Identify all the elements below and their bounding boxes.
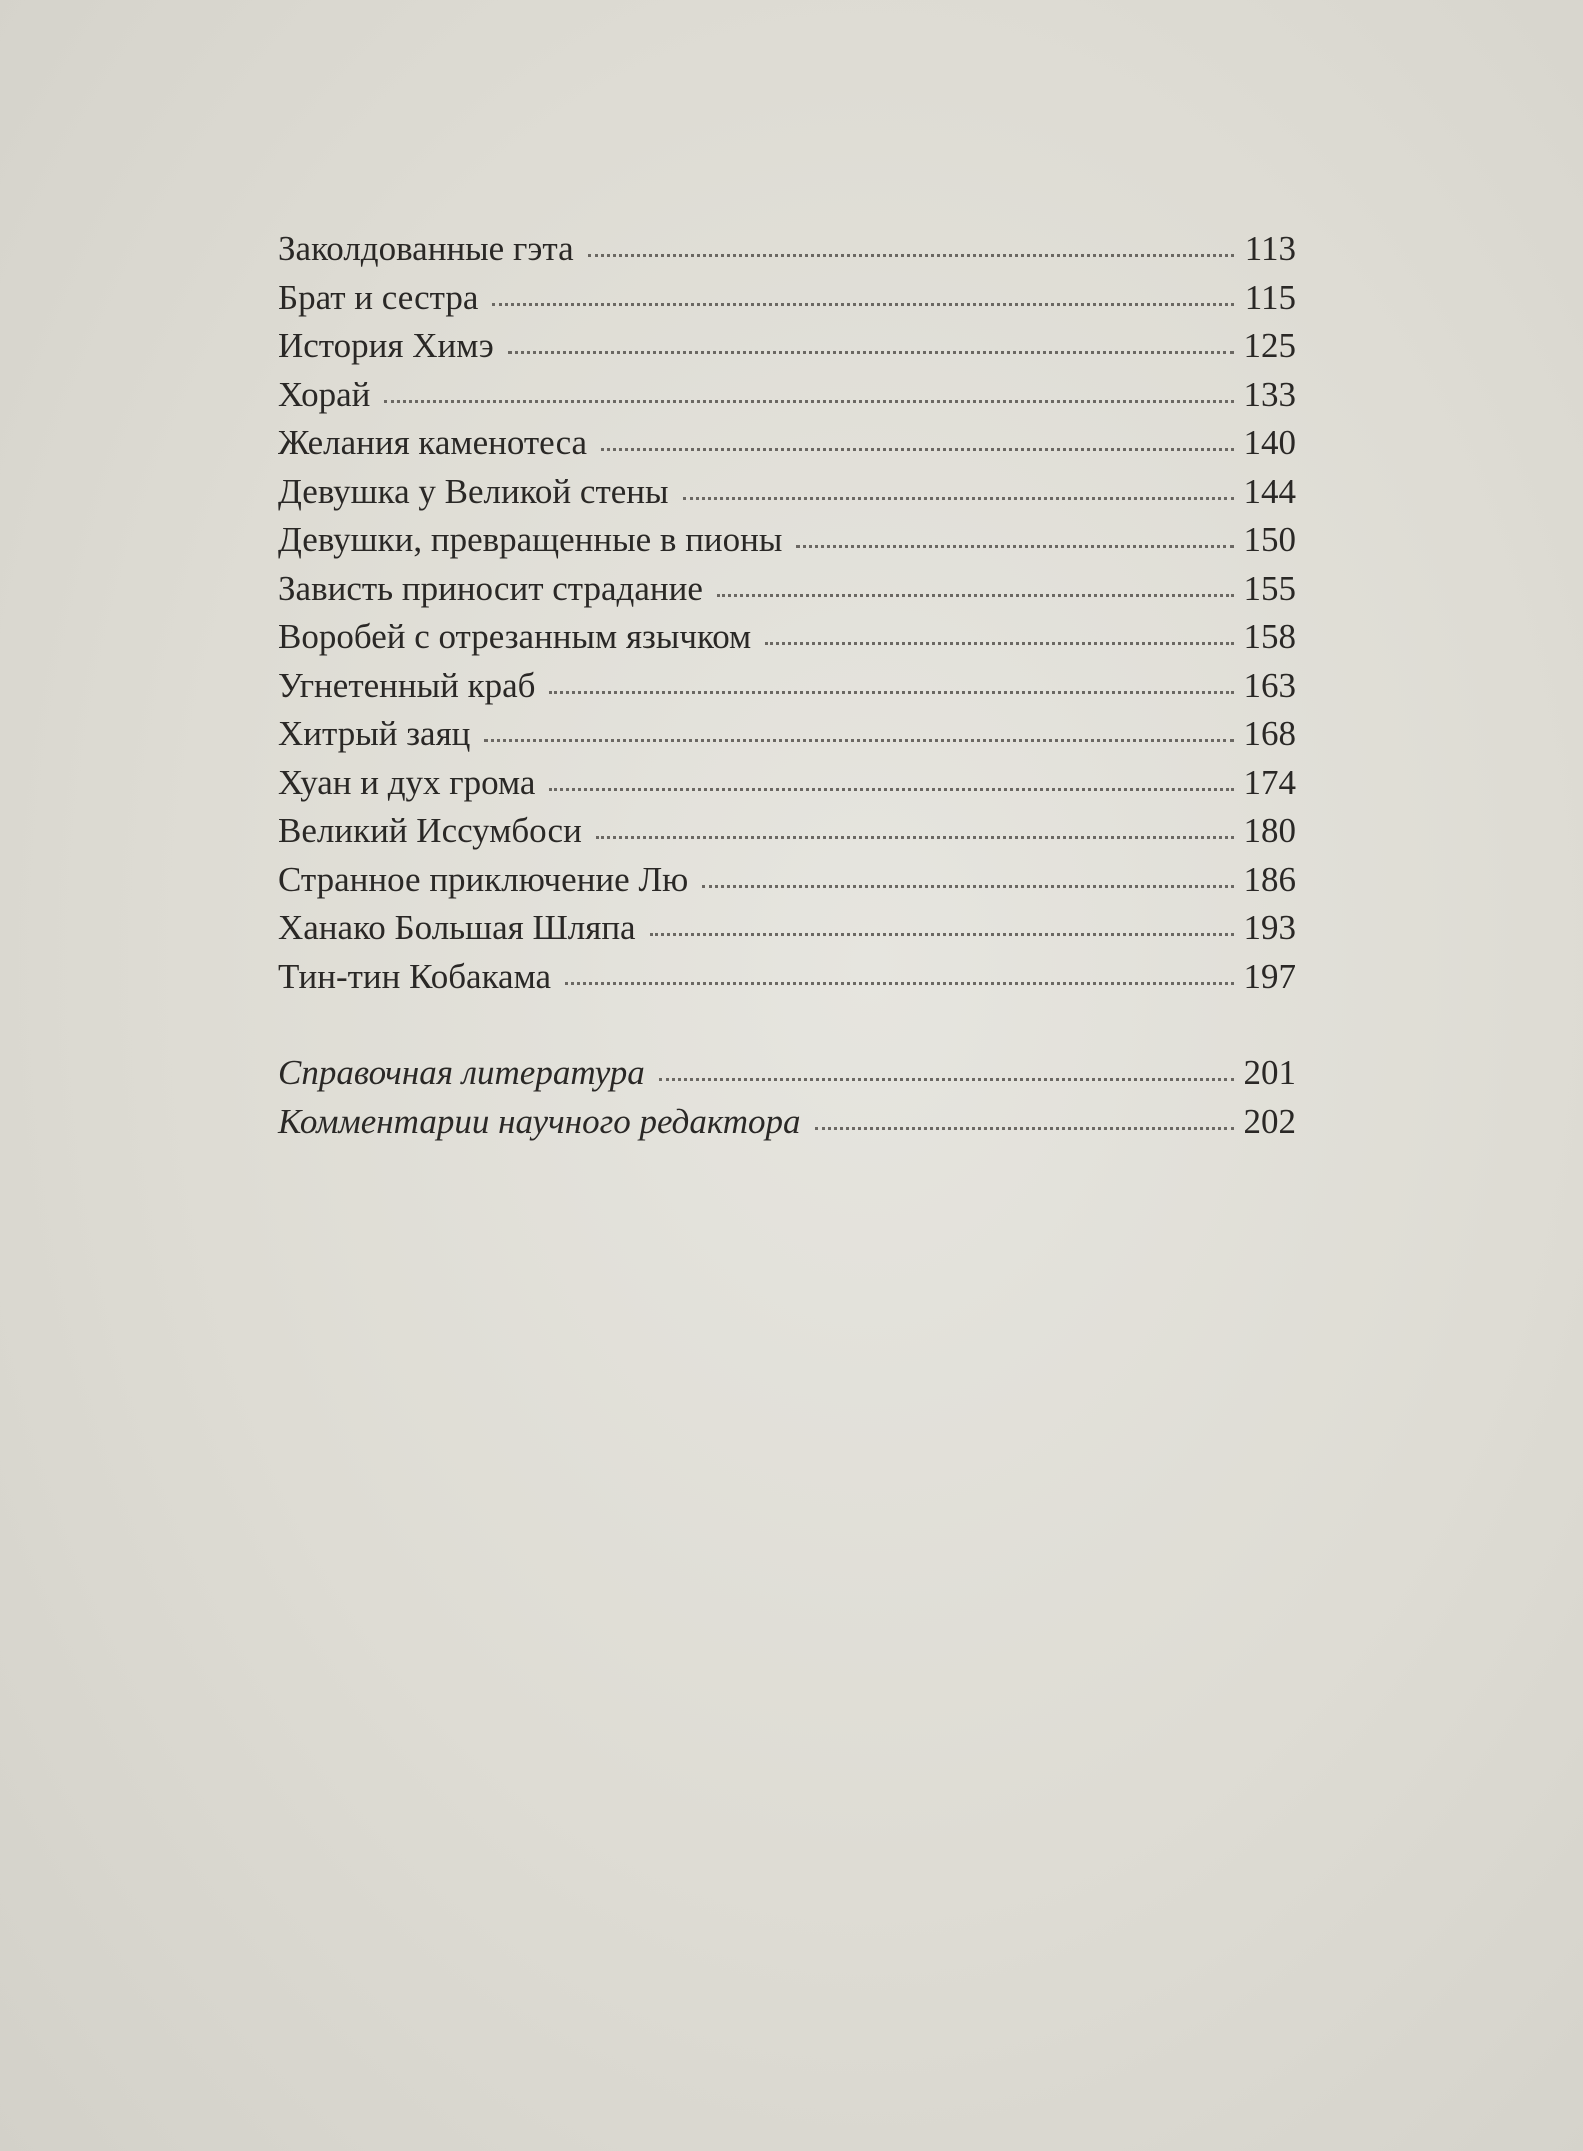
toc-entry-page: 150 (1243, 520, 1296, 559)
toc-entry-title: История Химэ (278, 326, 494, 365)
toc-entry (278, 759, 1296, 808)
toc-entry-title: Девушки, превращенные в пионы (278, 520, 783, 559)
dot-leader (508, 351, 1234, 354)
toc-entry-title: Странное приключение Лю (278, 859, 689, 899)
toc-entry-title: Тин-тин Кобакама (278, 956, 552, 996)
table-of-contents (278, 225, 1296, 1146)
dot-leader (601, 448, 1233, 451)
toc-entry-page: 180 (1243, 811, 1296, 850)
toc-entry-page: 158 (1243, 617, 1296, 656)
dot-leader (588, 254, 1234, 257)
toc-entry-page: 140 (1243, 423, 1296, 462)
toc-entry (278, 662, 1296, 711)
dot-leader (565, 982, 1233, 985)
dot-leader (702, 885, 1233, 888)
dot-leader (596, 836, 1234, 839)
toc-entry-title: Брат и сестра (278, 277, 479, 317)
toc-entry (278, 953, 1296, 1002)
dot-leader (717, 594, 1234, 597)
dot-leader (815, 1127, 1234, 1130)
toc-entry-page: 125 (1243, 326, 1296, 365)
toc-entry-title: Справочная литература (278, 1053, 645, 1092)
toc-entry (278, 565, 1296, 614)
toc-entry (278, 468, 1296, 517)
toc-entry (278, 516, 1296, 565)
toc-entry-title: Хуан и дух грома (278, 762, 536, 802)
toc-entry (278, 807, 1296, 856)
toc-entry-title: Великий Иссумбоси (278, 811, 582, 850)
dot-leader (549, 788, 1233, 791)
toc-entry-title: Угнетенный краб (278, 665, 536, 705)
toc-entry-page: 201 (1243, 1053, 1296, 1092)
toc-entry-title: Заколдованные гэта (278, 229, 574, 268)
toc-entry-page: 186 (1243, 859, 1296, 899)
toc-entry-title: Девушка у Великой стены (278, 471, 669, 511)
dot-leader (796, 545, 1233, 548)
toc-appendix-entry (278, 1049, 1296, 1098)
dot-leader (484, 739, 1233, 742)
toc-main-list (278, 225, 1296, 1001)
dot-leader (765, 642, 1233, 645)
toc-entry-title: Комментарии научного редактора (278, 1101, 801, 1141)
toc-entry-title: Хорай (278, 374, 371, 414)
toc-entry-title: Ханако Большая Шляпа (278, 908, 636, 947)
toc-entry (278, 419, 1296, 468)
toc-entry (278, 904, 1296, 953)
toc-entry (278, 322, 1296, 371)
dot-leader (549, 691, 1233, 694)
toc-entry-page: 155 (1243, 568, 1296, 608)
toc-entry-page: 113 (1244, 229, 1296, 268)
toc-entry-page: 174 (1243, 762, 1296, 802)
toc-appendix-entry (278, 1098, 1296, 1147)
toc-entry-title: Воробей с отрезанным язычком (278, 617, 752, 656)
dot-leader (650, 933, 1234, 936)
dot-leader (492, 303, 1234, 306)
toc-entry-page: 197 (1243, 956, 1296, 996)
toc-entry-page: 115 (1244, 277, 1296, 317)
toc-entry-title: Зависть приносит страдание (278, 568, 703, 608)
toc-entry-page: 193 (1243, 908, 1296, 947)
toc-entry (278, 274, 1296, 323)
toc-entry-page: 202 (1243, 1101, 1296, 1141)
toc-entry (278, 710, 1296, 759)
toc-entry (278, 856, 1296, 905)
toc-entry-page: 163 (1243, 665, 1296, 705)
toc-entry (278, 613, 1296, 662)
toc-entry-page: 133 (1243, 374, 1296, 414)
dot-leader (683, 497, 1234, 500)
toc-appendix-list (278, 1049, 1296, 1146)
toc-entry (278, 225, 1296, 274)
toc-entry-title: Хитрый заяц (278, 714, 471, 753)
toc-entry-title: Желания каменотеса (278, 423, 588, 462)
dot-leader (659, 1078, 1234, 1081)
toc-entry-page: 144 (1243, 471, 1296, 511)
toc-entry (278, 371, 1296, 420)
toc-entry-page: 168 (1243, 714, 1296, 753)
dot-leader (384, 400, 1233, 403)
